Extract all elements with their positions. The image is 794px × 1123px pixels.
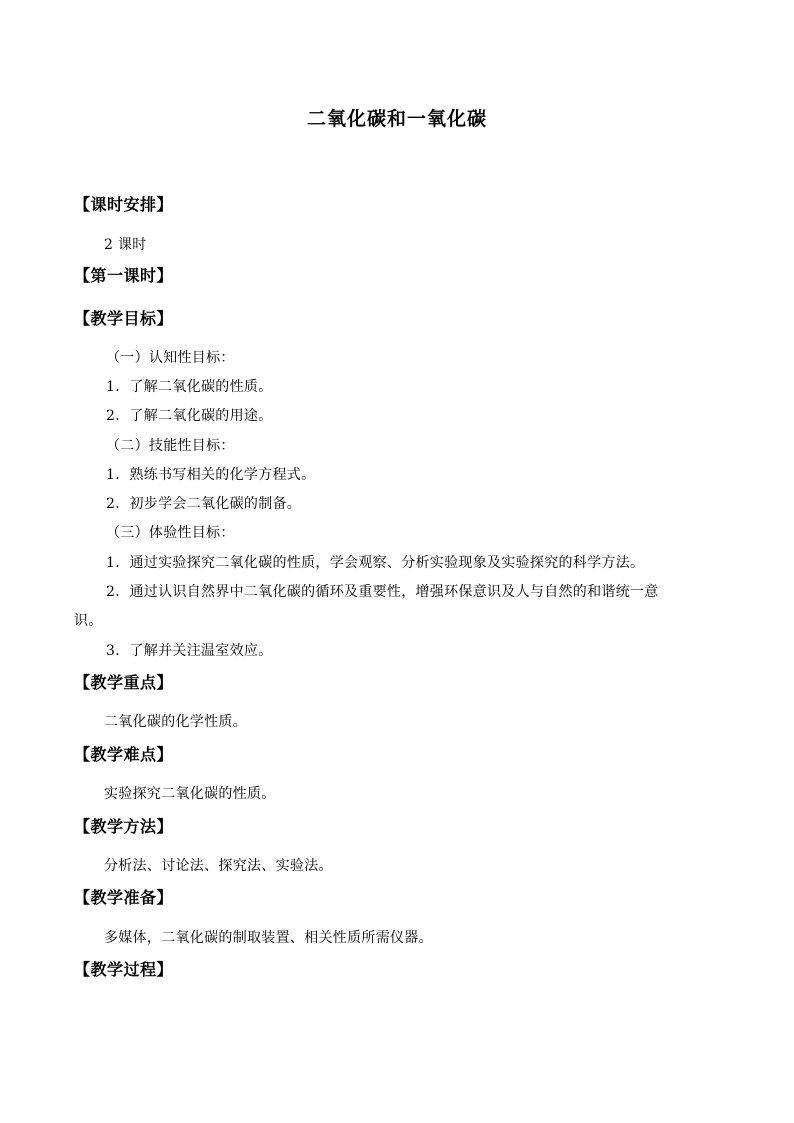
experience-objectives-heading: （三）体验性目标： [106,525,235,541]
schedule-heading: 【课时安排】 [74,195,174,214]
lesson-heading: 【第一课时】 [74,266,174,285]
skill-objectives-heading: （二）技能性目标： [106,438,235,454]
key-points-text: 二氧化碳的化学性质。 [104,714,247,730]
methods-heading: 【教学方法】 [74,817,174,836]
experience-objective-2-line-2: 识。 [74,613,103,629]
experience-objective-1: 1．通过实验探究二氧化碳的性质，学会观察、分析实验现象及实验探究的科学方法。 [106,555,645,571]
preparation-heading: 【教学准备】 [74,888,174,907]
objectives-heading: 【教学目标】 [74,309,174,328]
process-heading: 【教学过程】 [74,960,174,979]
cognitive-objective-1: 1．了解二氧化碳的性质。 [106,379,273,395]
cognitive-objectives-heading: （一）认知性目标： [106,350,235,366]
cognitive-objective-2: 2．了解二氧化碳的用途。 [106,408,273,424]
difficulties-heading: 【教学难点】 [74,745,174,764]
difficulties-text: 实验探究二氧化碳的性质。 [104,786,276,802]
experience-objective-2-line-1: 2．通过认识自然界中二氧化碳的循环及重要性，增强环保意识及人与自然的和谐统一意 [106,584,659,600]
experience-objective-3: 3．了解并关注温室效应。 [106,643,273,659]
skill-objective-1: 1．熟练书写相关的化学方程式。 [106,467,316,483]
skill-objective-2: 2．初步学会二氧化碳的制备。 [106,496,302,512]
document-title: 二氧化碳和一氧化碳 [306,108,487,130]
schedule-value: 2 课时 [104,237,147,253]
key-points-heading: 【教学重点】 [74,673,174,692]
methods-text: 分析法、讨论法、探究法、实验法。 [104,858,333,874]
preparation-text: 多媒体，二氧化碳的制取装置、相关性质所需仪器。 [104,930,433,946]
